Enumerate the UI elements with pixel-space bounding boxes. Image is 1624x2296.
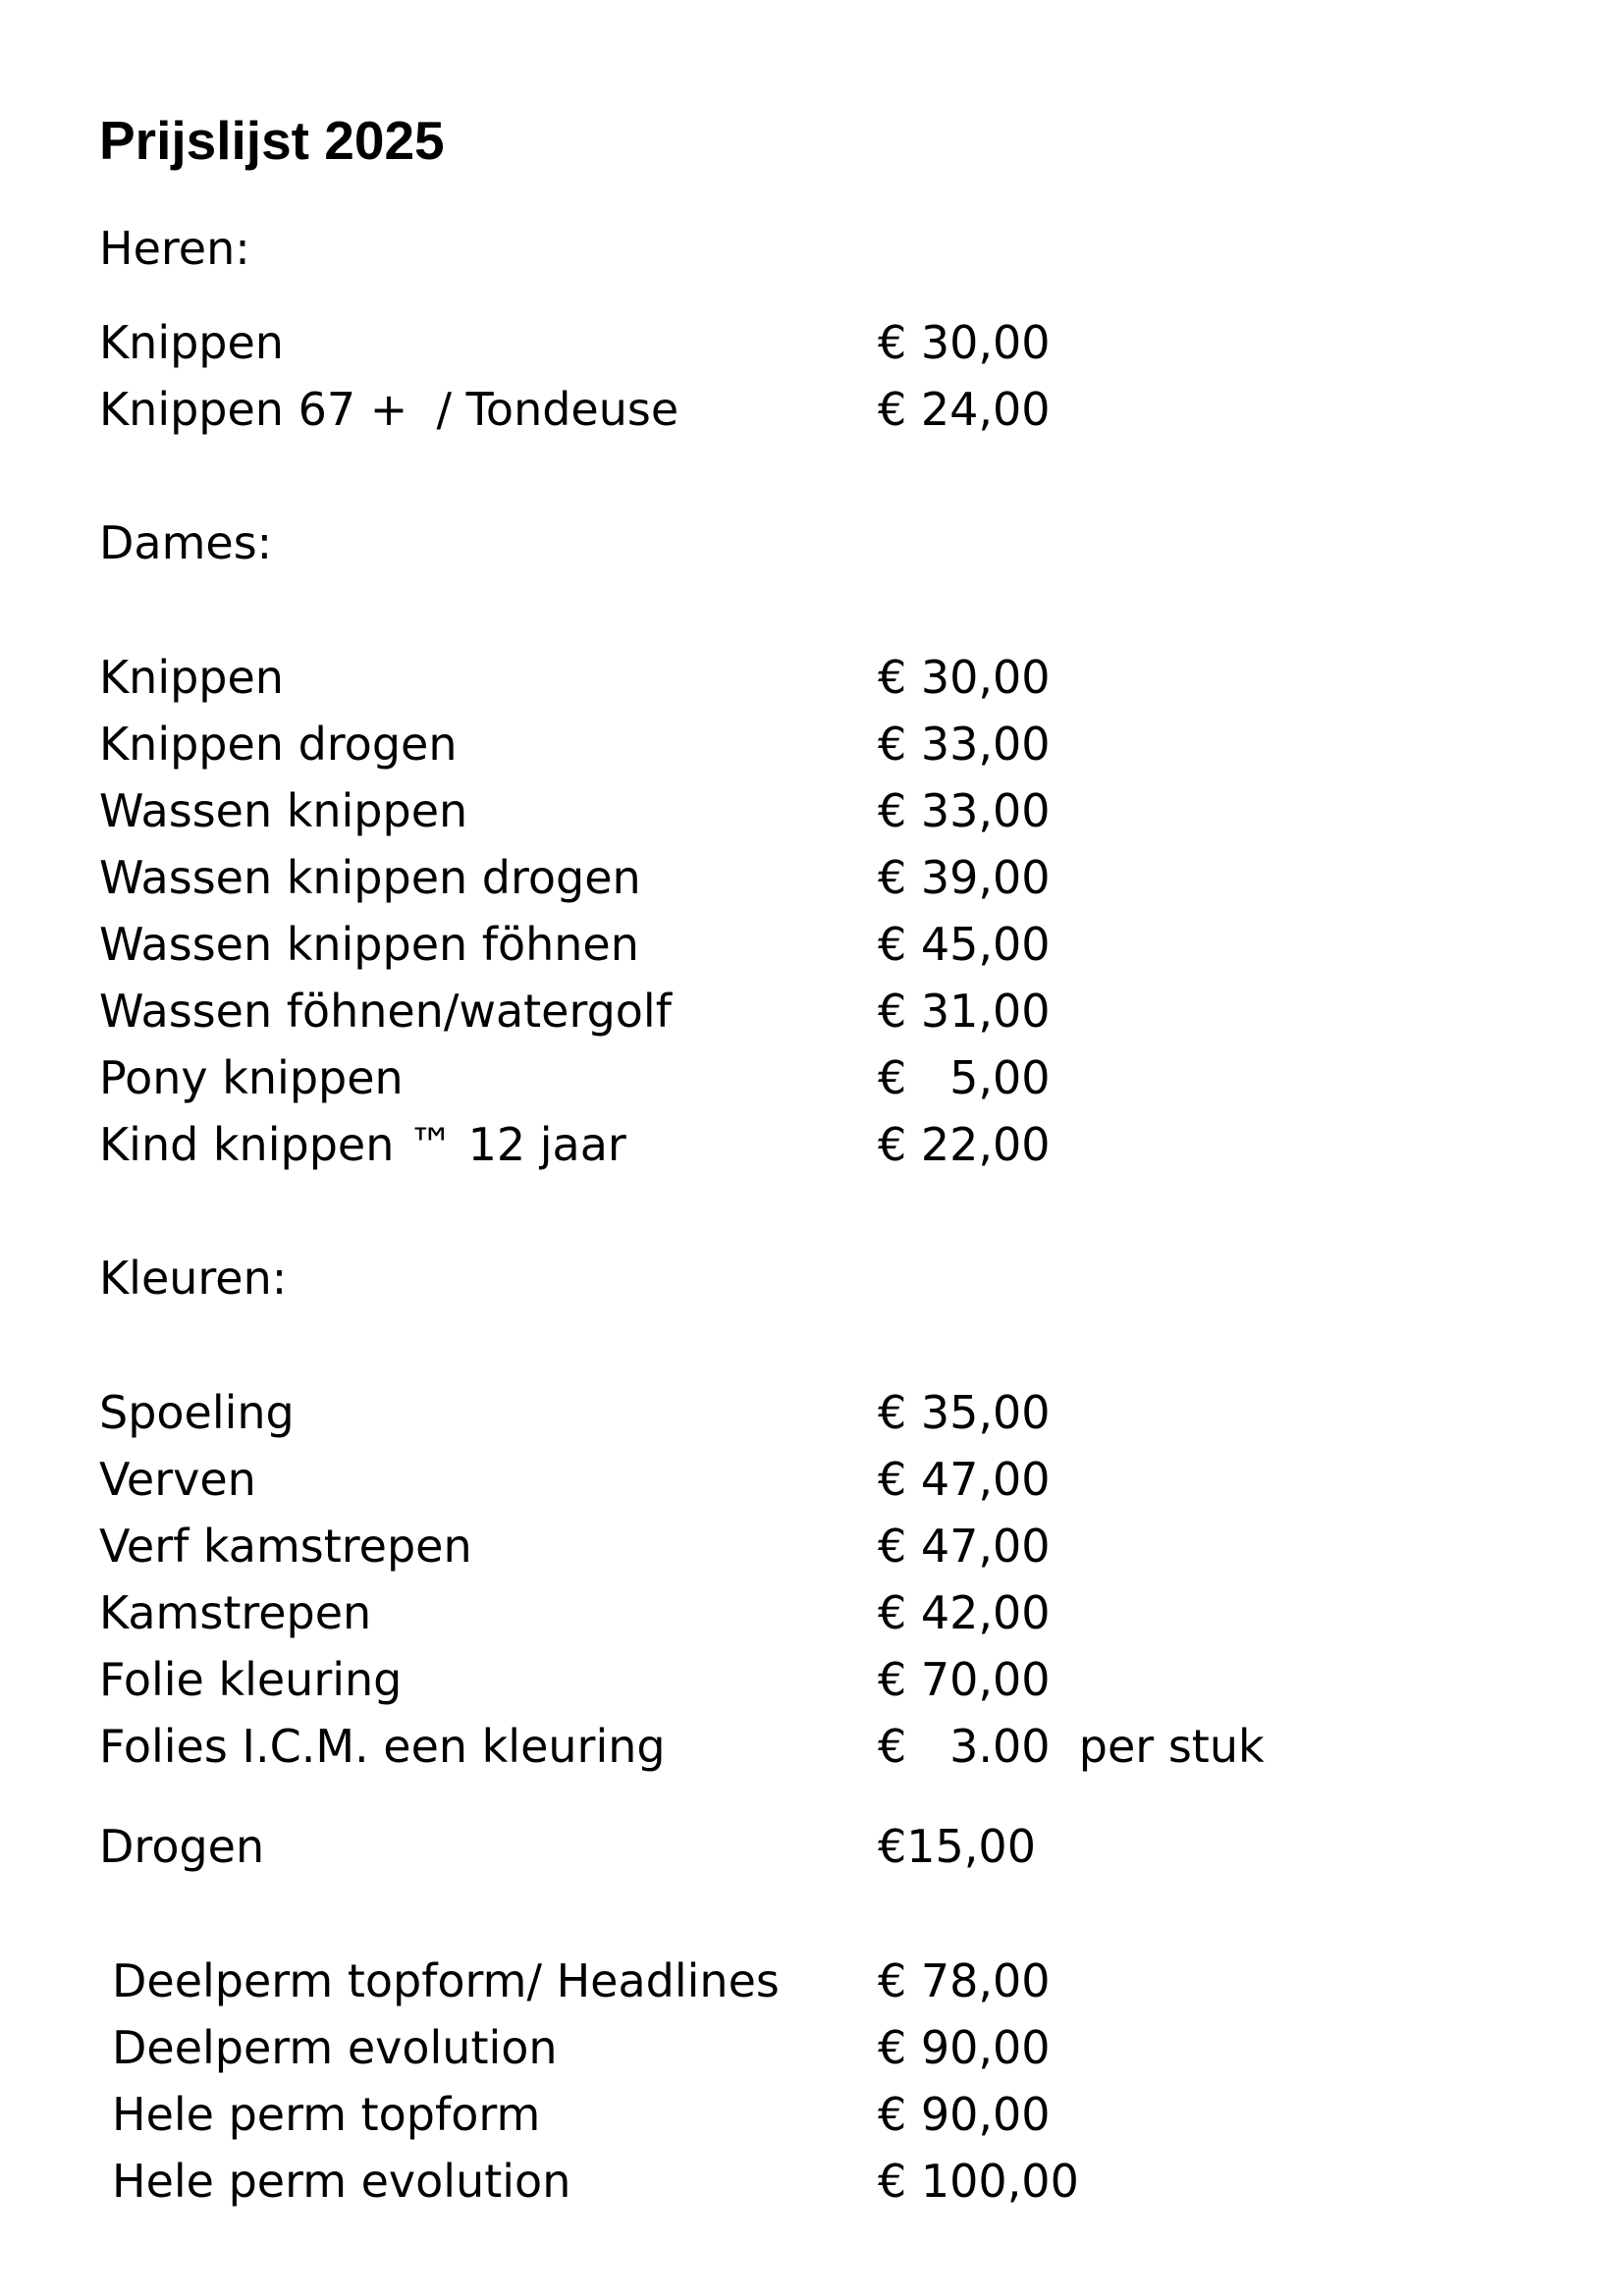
- price-row: [99, 1381, 1523, 1444]
- service-price: € 33,00: [878, 718, 1051, 771]
- price-row: [99, 1448, 1523, 1511]
- service-price: € 45,00: [878, 918, 1051, 971]
- service-label: Verven: [99, 1453, 256, 1506]
- service-label: Wassen knippen: [99, 784, 468, 837]
- service-label: Wassen föhnen/watergolf: [99, 985, 672, 1038]
- price-row: [99, 311, 1523, 374]
- price-row: [99, 2016, 1523, 2079]
- section-heading-dames: [99, 511, 1523, 574]
- service-label: Wassen knippen föhnen: [99, 918, 639, 971]
- service-label: Deelperm evolution: [112, 2021, 558, 2074]
- price-row: [99, 1949, 1523, 2012]
- service-price: € 47,00: [878, 1520, 1051, 1573]
- service-label: Kamstrepen: [99, 1586, 372, 1639]
- service-price: € 90,00: [878, 2088, 1051, 2141]
- service-price: € 35,00: [878, 1386, 1051, 1439]
- service-price: € 70,00: [878, 1653, 1051, 1706]
- service-label: Pony knippen: [99, 1051, 404, 1104]
- service-price: € 42,00: [878, 1586, 1051, 1639]
- price-row: [99, 2150, 1523, 2213]
- section-heading-label: Heren:: [99, 222, 250, 275]
- service-price: € 33,00: [878, 784, 1051, 837]
- service-price: € 100,00: [878, 2155, 1079, 2208]
- price-row: [99, 1046, 1523, 1109]
- price-list-title: Prijslijst 2025: [99, 110, 445, 171]
- price-row: [99, 846, 1523, 909]
- service-label: Knippen: [99, 316, 284, 369]
- price-row: [99, 646, 1523, 709]
- price-row: [99, 1515, 1523, 1577]
- service-price: € 24,00: [878, 383, 1051, 436]
- service-label: Knippen 67 + / Tondeuse: [99, 383, 679, 436]
- service-label: Hele perm topform: [112, 2088, 541, 2141]
- service-label: Deelperm topform/ Headlines: [112, 1954, 780, 2007]
- service-price: € 47,00: [878, 1453, 1051, 1506]
- price-row: [99, 378, 1523, 441]
- price-row: [99, 2083, 1523, 2146]
- section-heading-heren: [99, 217, 1523, 280]
- price-row: [99, 1581, 1523, 1644]
- price-row: [99, 1113, 1523, 1176]
- section-heading-label: Kleuren:: [99, 1252, 288, 1305]
- service-label: Knippen drogen: [99, 718, 458, 771]
- service-label: Folie kleuring: [99, 1653, 403, 1706]
- service-price: € 22,00: [878, 1118, 1051, 1171]
- service-price: € 3.00 per stuk: [878, 1720, 1265, 1773]
- service-price: € 39,00: [878, 851, 1051, 904]
- service-label: Spoeling: [99, 1386, 295, 1439]
- service-price: € 30,00: [878, 316, 1051, 369]
- service-label: Verf kamstrepen: [99, 1520, 472, 1573]
- service-price: €15,00: [878, 1820, 1036, 1873]
- service-price: € 78,00: [878, 1954, 1051, 2007]
- price-row: [99, 980, 1523, 1042]
- service-label: Drogen: [99, 1820, 265, 1873]
- service-label: Kind knippen ™ 12 jaar: [99, 1118, 626, 1171]
- service-price: € 30,00: [878, 651, 1051, 704]
- price-row: [99, 1815, 1523, 1878]
- service-label: Folies I.C.M. een kleuring: [99, 1720, 666, 1773]
- price-row: [99, 1648, 1523, 1711]
- service-label: Wassen knippen drogen: [99, 851, 641, 904]
- price-row: [99, 1715, 1523, 1778]
- price-row: [99, 713, 1523, 775]
- section-heading-label: Dames:: [99, 516, 273, 569]
- service-price: € 90,00: [878, 2021, 1051, 2074]
- price-row: [99, 779, 1523, 842]
- section-heading-kleuren: [99, 1247, 1523, 1309]
- service-label: Knippen: [99, 651, 284, 704]
- service-price: € 5,00: [878, 1051, 1051, 1104]
- service-price: € 31,00: [878, 985, 1051, 1038]
- price-row: [99, 913, 1523, 976]
- service-label: Hele perm evolution: [112, 2155, 571, 2208]
